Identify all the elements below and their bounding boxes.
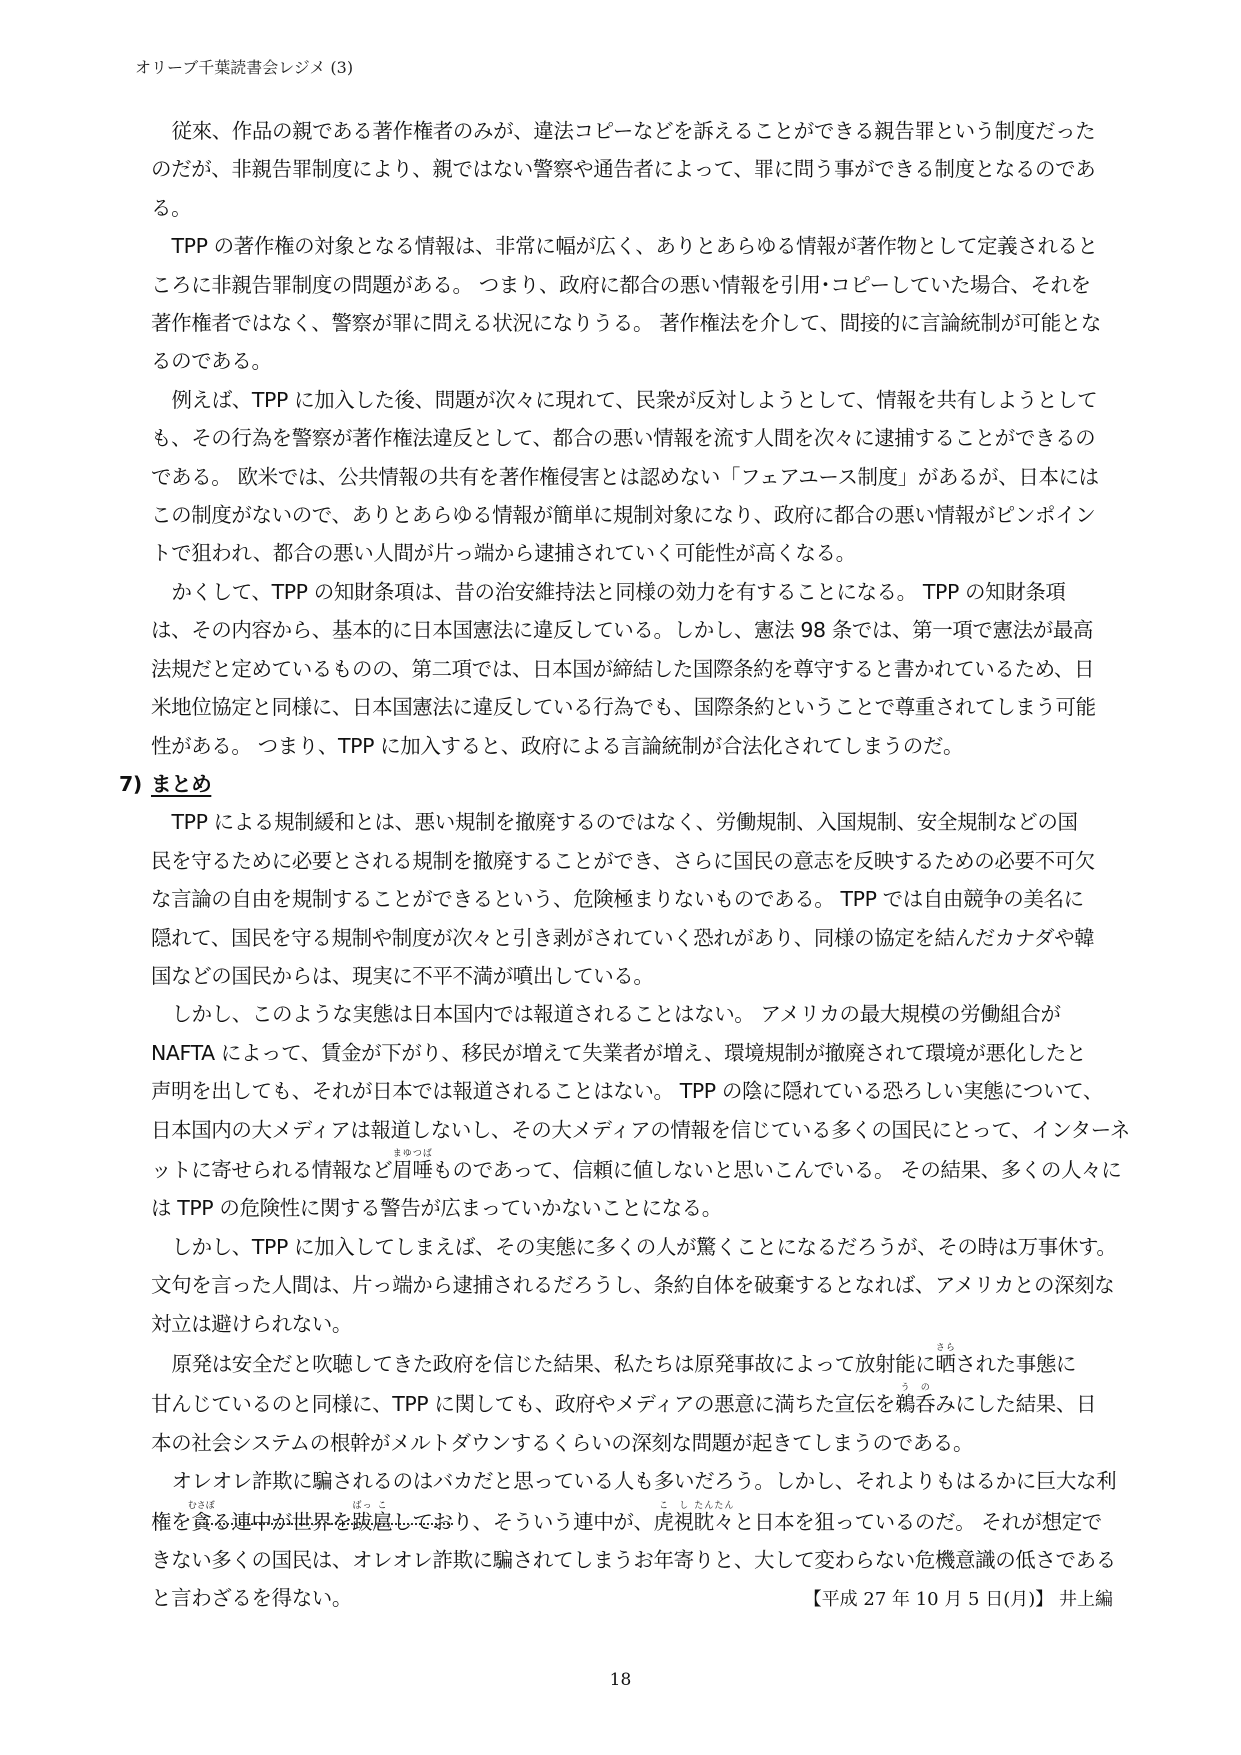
text-line: 著作権者ではなく、警察が罪に問える状況になりうる。 著作権法を介して、間接的に言論統制が可能とな (151, 311, 1101, 336)
text-segment: しており、そういう連中が、 (392, 1509, 654, 1534)
ruby-word (673, 1500, 694, 1534)
text-line: のだが、非親告罪制度により、親ではない警察や通告者によって、罪に問う事ができる制度となるのであ (151, 157, 1096, 182)
ruby-word (713, 1500, 734, 1534)
ruby-reading: ばっ (352, 1500, 373, 1511)
text-segment: みにした結果、日 (935, 1392, 1097, 1417)
ruby-reading: の (915, 1383, 936, 1394)
document-header: オリーブ千葉読書会レジメ (3) (135, 58, 354, 77)
ruby-base: 唾 (412, 1157, 433, 1182)
text-line: も、その行為を警察が著作権法違反として、都合の悪い情報を流す人間を次々に逮捕することができるの (151, 426, 1096, 451)
text-line: と言わざるを得ない。 (151, 1586, 352, 1611)
ruby-word (653, 1500, 674, 1534)
text-line: かくして、TPP の知財条項は、昔の治安維持法と同様の効力を有することになる。 TPP の知財条項 (171, 579, 1066, 604)
ruby-reading: さら (935, 1342, 956, 1353)
text-line: 本の社会システムの根幹がメルトダウンするくらいの深刻な問題が起きてしまうのである。 (151, 1430, 974, 1455)
text-segment: ものであって、信頼に値しないと思いこんでいる。 その結果、多くの人々に (432, 1157, 1122, 1182)
date-author-signature: 【平成 27 年 10 月 5 日(月)】 井上編 (803, 1589, 1113, 1610)
text-segment: と日本を狙っているのだ。 それが想定で (733, 1509, 1102, 1534)
ruby-reading: たん (693, 1500, 714, 1511)
ruby-base: 虎 (653, 1509, 674, 1534)
text-line-with-ruby (131, 1383, 1114, 1423)
text-line: トで狙われ、都合の悪い人間が片っ端から逮捕されていく可能性が高くなる。 (151, 541, 856, 566)
text-line: 性がある。 つまり、TPP に加入すると、政府による言論統制が合法化されてしまうのだ。 (151, 733, 964, 758)
dotted-separator (195, 1523, 453, 1525)
text-line: 国などの国民からは、現実に不平不満が噴出している。 (151, 963, 654, 988)
ruby-base: 眉 (392, 1157, 413, 1182)
text-segment: 甘んじているのと同様に、TPP に関しても、政府やメディアの悪意に満ちた宣伝を (151, 1392, 896, 1417)
text-line: 法規だと定めているものの、第二項では、日本国が締結した国際条約を尊守すると書かれているため、日 (151, 656, 1095, 681)
text-line: NAFTA によって、賃金が下がり、移民が増えて失業者が増え、環境規制が撤廃されて環境が悪化したと (151, 1040, 1086, 1065)
text-line-with-ruby (151, 1343, 1113, 1383)
text-line: しかし、TPP に加入してしまえば、その実態に多くの人が驚くことになるだろうが、その時は万事休す。 (171, 1234, 1117, 1259)
text-line: オレオレ詐欺に騙されるのはバカだと思っている人も多いだろう。しかし、それよりもはるかに巨大な利 (171, 1469, 1117, 1494)
paragraph-media-coverage (151, 995, 1130, 1227)
text-line: TPP の著作権の対象となる情報は、非常に幅が広く、ありとあらゆる情報が著作物として定義されると (171, 234, 1098, 259)
ruby-word (392, 1148, 413, 1182)
text-line: ころに非親告罪制度の問題がある。 つまり、政府に都合の悪い情報を引用･コピーしていた場合、それを (151, 272, 1091, 297)
text-line: きない多くの国民は、オレオレ詐欺に騙されてしまうお年寄りと、大して変わらない危機意識の低さである (151, 1548, 1116, 1573)
text-line: 対立は避けられない。 (151, 1311, 352, 1336)
text-line: るのである。 (151, 349, 272, 374)
ruby-word (915, 1383, 936, 1417)
text-line: TPP による規制緩和とは、悪い規制を撤廃するのではなく、労働規制、入国規制、安全規制などの国 (171, 810, 1078, 835)
text-line: 隠れて、国民を守る規制や制度が次々と引き剥がされていく恐れがあり、同様の協定を結んだカナダや韓 (151, 925, 1095, 950)
text-line: 日本国内の大メディアは報道しないし、その大メディアの情報を信じている多くの国民にとって、インターネ (151, 1117, 1130, 1142)
ruby-reading: う (895, 1383, 916, 1394)
paragraph-game-over (151, 1228, 1117, 1343)
text-line: る。 (151, 195, 192, 220)
ruby-word (935, 1342, 956, 1376)
paragraph-non-complaint-offense (151, 112, 1113, 227)
text-segment: ットに寄せられる情報など (151, 1157, 393, 1182)
ruby-word (187, 1500, 215, 1534)
ruby-reading: し (673, 1500, 694, 1511)
ruby-reading: まゆ (392, 1148, 413, 1159)
text-line: である。 欧米では、公共情報の共有を著作権侵害とは認めない「フェアユース制度」があるが、日本には (151, 464, 1099, 489)
ruby-base: 眈 (693, 1509, 714, 1534)
text-line: 例えば、TPP に加入した後、問題が次々に現れて、民衆が反対しようとして、情報を共有しようとして (171, 387, 1098, 412)
paragraph-nuclear-analogy (151, 1343, 1113, 1462)
ruby-reading: むさぼ (187, 1500, 215, 1511)
paragraph-fair-use (151, 381, 1113, 573)
ruby-base: 々 (713, 1509, 734, 1534)
section-title: まとめ (151, 771, 212, 796)
text-line: 米地位協定と同様に、日本国憲法に違反している行為でも、国際条約ということで尊重されてしまう可能 (151, 695, 1096, 720)
text-line: な言論の自由を規制することができるという、危険極まりないものである。 TPP では自由競争の美名に (151, 887, 1084, 912)
text-line: 民を守るために必要とされる規制を撤廃することができ、さらに国民の意志を反映するための必要不可欠 (151, 848, 1095, 873)
text-line: 従來、作品の親である著作権者のみが、違法コピーなどを訴えることができる親告罪という制度だった (171, 119, 1096, 143)
document-body (119, 112, 1130, 1618)
text-segment: された事態に (955, 1351, 1077, 1376)
text-line-with-ruby (131, 1148, 1122, 1189)
ruby-base: 視 (673, 1509, 694, 1534)
text-line: は、その内容から、基本的に日本国憲法に違反している。しかし、憲法 98 条では、第一項で憲法が最高 (151, 618, 1094, 643)
ruby-word (412, 1148, 433, 1182)
ruby-reading: こ (372, 1500, 393, 1511)
paragraph-copyright-scope (151, 227, 1113, 381)
section-heading (119, 765, 1113, 803)
ruby-base: 鵜 (895, 1392, 916, 1417)
text-segment: 権を (151, 1509, 192, 1534)
section-number: 7) (119, 771, 142, 796)
text-line-with-ruby (131, 1501, 1114, 1541)
ruby-word (352, 1500, 373, 1534)
ruby-word (895, 1383, 916, 1417)
ruby-word (693, 1500, 714, 1534)
text-line: しかし、このような実態は日本国内では報道されることはない。 アメリカの最大規模の労働組合が (171, 1002, 1061, 1027)
paragraph-deregulation (151, 803, 1113, 995)
ruby-base: 晒 (935, 1351, 956, 1376)
text-segment: 原発は安全だと吹聴してきた政府を信じた結果、私たちは原発事故によって放射能に (171, 1351, 936, 1376)
ruby-reading: たん (713, 1500, 734, 1511)
page-number: 18 (609, 1670, 632, 1690)
ruby-base: 扈 (372, 1509, 393, 1534)
paragraph-ip-clause (151, 573, 1113, 765)
text-line: 声明を出しても、それが日本では報道されることはない。 TPP の陰に隠れている恐ろしい実態について、 (151, 1079, 1103, 1104)
ruby-base: 呑 (915, 1392, 936, 1417)
ruby-word (372, 1500, 393, 1534)
text-line: 文句を言った人間は、片っ端から逮捕されるだろうし、条約自体を破棄するとなれば、アメリカとの深刻な (151, 1273, 1115, 1298)
ruby-reading: こ (653, 1500, 674, 1511)
ruby-base: 跋 (352, 1509, 373, 1534)
text-line: この制度がないので、ありとあらゆる情報が簡単に規制対象になり、政府に都合の悪い情報がピンポイン (151, 503, 1096, 528)
ruby-base: 貪 (187, 1509, 215, 1534)
text-line: は TPP の危険性に関する警告が広まっていかないことになる。 (151, 1196, 722, 1221)
ruby-reading: つば (412, 1148, 433, 1159)
text-segment: る連中が世界を (211, 1509, 353, 1534)
